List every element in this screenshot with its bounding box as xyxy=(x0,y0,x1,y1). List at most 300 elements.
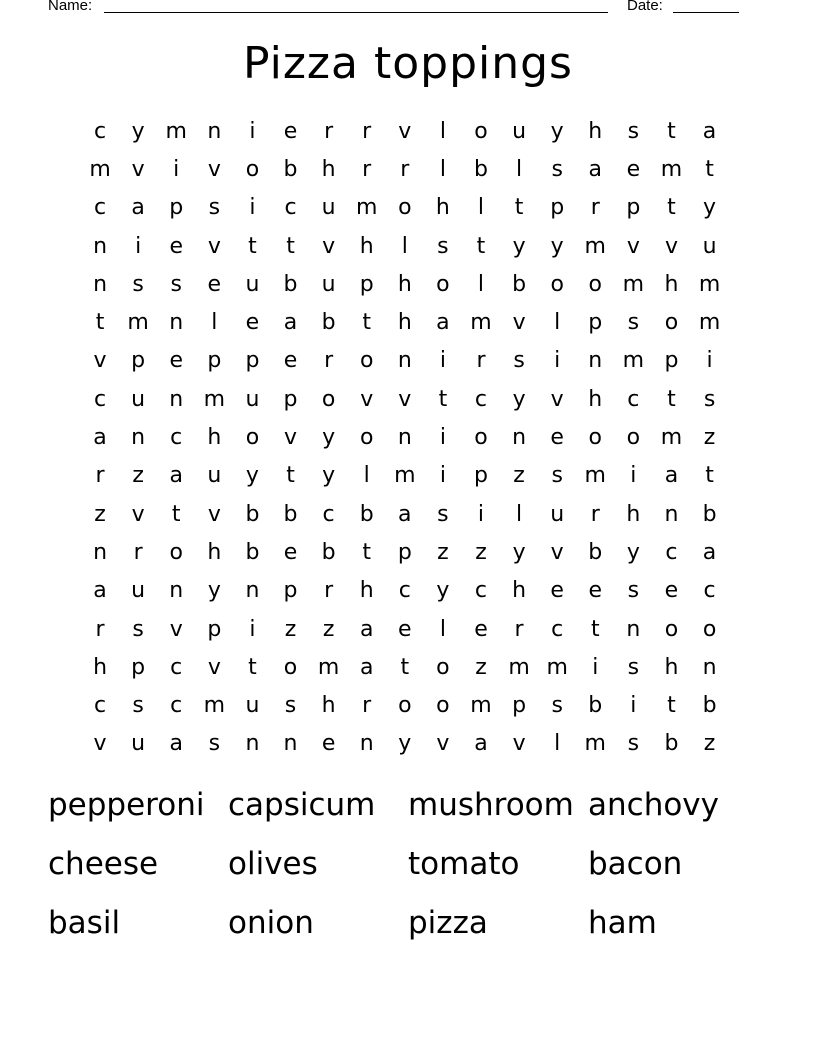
grid-letter: l xyxy=(363,463,370,489)
grid-letter: z xyxy=(703,425,716,451)
grid-letter: z xyxy=(132,463,144,489)
grid-letter: o xyxy=(550,271,564,297)
grid-letter: z xyxy=(284,616,297,642)
grid-letter: m xyxy=(698,310,721,336)
grid-letter: i xyxy=(249,118,256,144)
grid-letter: l xyxy=(439,118,446,144)
grid-letter: h xyxy=(359,233,374,259)
grid-letter: l xyxy=(554,731,561,757)
grid-letter: i xyxy=(630,463,637,489)
grid-letter: i xyxy=(630,693,637,719)
grid-letter: p xyxy=(626,195,641,221)
grid-letter: m xyxy=(355,195,378,221)
grid-letter: b xyxy=(588,693,603,719)
grid-letter: u xyxy=(321,195,336,221)
grid-letter: o xyxy=(245,425,260,451)
grid-letter: b xyxy=(702,693,717,719)
grid-letter: e xyxy=(588,578,603,604)
grid-letter: z xyxy=(322,616,335,642)
grid-letter: m xyxy=(546,654,568,680)
grid-letter: p xyxy=(283,578,298,604)
grid-letter: b xyxy=(321,310,336,336)
grid-letter: m xyxy=(698,271,721,297)
grid-letter: v xyxy=(131,501,145,527)
grid-letter: t xyxy=(705,463,714,489)
grid-letter: e xyxy=(398,616,412,642)
grid-letter: u xyxy=(550,501,565,527)
grid-letter: t xyxy=(667,195,676,221)
grid-letter: l xyxy=(477,271,485,297)
grid-letter: y xyxy=(322,425,336,451)
grid-letter: l xyxy=(439,156,446,182)
grid-letter: a xyxy=(283,310,298,336)
grid-letter: t xyxy=(95,310,105,336)
grid-letter: b xyxy=(664,731,679,757)
grid-letter: a xyxy=(436,310,450,336)
grid-letter: c xyxy=(170,425,183,451)
grid-letter: l xyxy=(554,310,561,336)
grid-letter: v xyxy=(322,233,336,259)
grid-letter: h xyxy=(588,386,603,412)
grid-letter: o xyxy=(436,271,450,297)
grid-letter: v xyxy=(93,348,107,374)
page-title: Pizza toppings xyxy=(243,38,573,89)
grid-letter: m xyxy=(584,463,606,489)
grid-letter: m xyxy=(203,693,226,719)
grid-letter: l xyxy=(439,616,446,642)
grid-letter: a xyxy=(588,156,602,182)
grid-letter: n xyxy=(93,233,108,259)
grid-letter: o xyxy=(626,425,641,451)
grid-letter: m xyxy=(394,463,416,489)
grid-letter: u xyxy=(245,386,260,412)
grid-letter: h xyxy=(664,654,679,680)
grid-letter: s xyxy=(627,578,640,604)
letter-grid xyxy=(81,112,729,763)
grid-letter: r xyxy=(324,118,334,144)
grid-letter: b xyxy=(702,501,717,527)
word-list-item: onion xyxy=(228,904,314,941)
date-blank-line xyxy=(673,12,739,13)
grid-letter: n xyxy=(245,578,260,604)
grid-letter: c xyxy=(474,578,488,604)
word-list xyxy=(48,775,768,952)
date-label: Date: xyxy=(627,0,663,14)
grid-letter: i xyxy=(477,501,485,527)
grid-letter: y xyxy=(207,578,221,604)
grid-letter: v xyxy=(398,118,412,144)
grid-letter: e xyxy=(474,616,488,642)
grid-letter: m xyxy=(127,310,149,336)
grid-letter: r xyxy=(95,463,105,489)
grid-letter: t xyxy=(286,233,295,259)
grid-letter: a xyxy=(474,731,488,757)
grid-letter: e xyxy=(550,425,564,451)
word-list-item: ham xyxy=(588,904,657,941)
header-fields xyxy=(0,0,816,17)
grid-letter: r xyxy=(476,348,486,374)
grid-letter: y xyxy=(245,463,259,489)
grid-letter: p xyxy=(397,539,412,565)
grid-letter: b xyxy=(474,156,488,182)
grid-letter: o xyxy=(588,425,602,451)
grid-letter: v xyxy=(93,731,107,757)
grid-letter: p xyxy=(131,348,146,374)
grid-letter: c xyxy=(284,195,297,221)
grid-letter: p xyxy=(131,654,146,680)
grid-letter: a xyxy=(169,463,183,489)
grid-letter: y xyxy=(398,731,412,757)
grid-letter: v xyxy=(398,386,412,412)
grid-letter: m xyxy=(584,233,606,259)
grid-letter: b xyxy=(283,271,298,297)
grid-letter: n xyxy=(359,731,374,757)
grid-letter: t xyxy=(362,539,372,565)
grid-letter: c xyxy=(398,578,411,604)
grid-letter: y xyxy=(512,539,526,565)
grid-letter: y xyxy=(550,118,564,144)
grid-letter: n xyxy=(131,425,146,451)
grid-letter: e xyxy=(283,348,298,374)
grid-letter: v xyxy=(131,156,145,182)
grid-letter: v xyxy=(207,156,221,182)
grid-letter: i xyxy=(135,233,142,259)
grid-letter: p xyxy=(169,195,184,221)
grid-letter: c xyxy=(627,386,640,412)
grid-letter: o xyxy=(321,386,336,412)
grid-letter: o xyxy=(436,654,450,680)
grid-letter: m xyxy=(622,348,645,374)
word-list-item: olives xyxy=(228,845,318,882)
grid-letter: b xyxy=(245,539,260,565)
grid-letter: h xyxy=(664,271,679,297)
grid-letter: a xyxy=(359,654,374,680)
grid-letter: s xyxy=(208,731,221,757)
grid-letter: t xyxy=(286,463,295,489)
grid-letter: u xyxy=(131,578,146,604)
grid-letter: v xyxy=(436,731,450,757)
grid-letter: e xyxy=(283,118,298,144)
grid-letter: o xyxy=(283,654,298,680)
grid-letter: o xyxy=(398,195,412,221)
word-list-item: bacon xyxy=(588,845,683,882)
grid-letter: n xyxy=(702,654,717,680)
grid-letter: c xyxy=(170,654,183,680)
grid-letter: a xyxy=(131,195,145,221)
grid-letter: o xyxy=(474,425,488,451)
grid-letter: o xyxy=(436,693,450,719)
grid-letter: t xyxy=(705,156,714,182)
grid-letter: y xyxy=(703,195,717,221)
grid-letter: h xyxy=(512,578,527,604)
grid-letter: c xyxy=(551,616,564,642)
grid-letter: b xyxy=(245,501,260,527)
grid-letter: r xyxy=(133,539,143,565)
grid-letter: h xyxy=(397,310,412,336)
word-list-item: mushroom xyxy=(408,786,574,823)
grid-letter: t xyxy=(171,501,181,527)
grid-letter: p xyxy=(207,348,222,374)
grid-letter: r xyxy=(362,118,372,144)
grid-letter: y xyxy=(626,539,640,565)
grid-letter: c xyxy=(703,578,716,604)
grid-letter: s xyxy=(170,271,182,297)
grid-letter: e xyxy=(245,310,260,336)
grid-letter: a xyxy=(93,425,107,451)
grid-letter: s xyxy=(551,693,563,719)
grid-letter: y xyxy=(550,233,564,259)
grid-letter: i xyxy=(439,348,446,374)
word-list-item: capsicum xyxy=(228,786,376,823)
word-list-item: cheese xyxy=(48,845,159,882)
grid-letter: y xyxy=(512,233,526,259)
grid-letter: h xyxy=(435,195,450,221)
grid-letter: h xyxy=(207,539,222,565)
grid-letter: e xyxy=(664,578,679,604)
grid-letter: r xyxy=(514,616,524,642)
grid-letter: m xyxy=(508,654,530,680)
grid-letter: m xyxy=(660,425,683,451)
grid-letter: z xyxy=(703,731,716,757)
grid-letter: o xyxy=(474,118,488,144)
grid-letter: e xyxy=(321,731,336,757)
grid-letter: o xyxy=(398,693,412,719)
grid-letter: m xyxy=(470,310,492,336)
grid-letter: c xyxy=(474,386,488,412)
grid-letter: p xyxy=(474,463,488,489)
grid-letter: s xyxy=(627,118,640,144)
grid-letter: n xyxy=(664,501,679,527)
grid-letter: b xyxy=(359,501,374,527)
grid-letter: h xyxy=(626,501,641,527)
grid-letter: y xyxy=(131,118,145,144)
grid-letter: h xyxy=(207,425,222,451)
word-list-item: pizza xyxy=(408,904,488,941)
grid-letter: h xyxy=(397,271,412,297)
grid-letter: t xyxy=(590,616,600,642)
grid-letter: t xyxy=(248,233,257,259)
grid-letter: r xyxy=(400,156,410,182)
grid-letter: a xyxy=(702,118,717,144)
grid-letter: p xyxy=(207,616,222,642)
grid-letter: n xyxy=(93,271,108,297)
grid-letter: m xyxy=(203,386,226,412)
grid-letter: s xyxy=(284,693,297,719)
grid-letter: v xyxy=(664,233,678,259)
grid-letter: o xyxy=(169,539,183,565)
grid-letter: s xyxy=(551,463,563,489)
grid-letter: t xyxy=(362,310,372,336)
word-list-item: basil xyxy=(48,904,121,941)
grid-letter: a xyxy=(359,616,374,642)
grid-letter: t xyxy=(438,386,448,412)
grid-letter: v xyxy=(626,233,640,259)
grid-letter: v xyxy=(207,501,221,527)
grid-letter: r xyxy=(324,578,334,604)
grid-letter: b xyxy=(283,156,298,182)
grid-letter: s xyxy=(132,616,144,642)
grid-letter: p xyxy=(664,348,679,374)
grid-letter: n xyxy=(245,731,260,757)
grid-letter: s xyxy=(513,348,525,374)
grid-letter: s xyxy=(627,654,640,680)
grid-letter: s xyxy=(437,501,449,527)
grid-letter: n xyxy=(93,539,108,565)
grid-letter: r xyxy=(590,501,600,527)
grid-letter: s xyxy=(627,310,640,336)
word-list-item: anchovy xyxy=(588,786,719,823)
grid-letter: c xyxy=(170,693,183,719)
grid-letter: l xyxy=(211,310,218,336)
grid-letter: v xyxy=(512,310,526,336)
grid-letter: s xyxy=(551,156,563,182)
grid-letter: e xyxy=(169,233,183,259)
grid-letter: n xyxy=(207,118,222,144)
grid-letter: m xyxy=(584,731,606,757)
grid-letter: u xyxy=(321,271,336,297)
grid-letter: n xyxy=(397,425,412,451)
grid-letter: a xyxy=(169,731,183,757)
grid-letter: o xyxy=(359,425,374,451)
grid-letter: c xyxy=(93,118,107,144)
grid-letter: i xyxy=(554,348,561,374)
grid-letter: s xyxy=(132,693,144,719)
grid-letter: n xyxy=(169,310,184,336)
grid-letter: h xyxy=(321,156,336,182)
grid-letter: i xyxy=(249,195,256,221)
grid-letter: l xyxy=(516,156,523,182)
grid-letter: t xyxy=(667,386,676,412)
grid-letter: n xyxy=(169,386,184,412)
grid-letter: c xyxy=(93,386,107,412)
grid-letter: v xyxy=(284,425,298,451)
grid-letter: n xyxy=(169,578,184,604)
grid-letter: u xyxy=(245,271,260,297)
grid-letter: s xyxy=(627,731,640,757)
grid-letter: e xyxy=(283,539,298,565)
grid-letter: o xyxy=(588,271,602,297)
grid-letter: e xyxy=(550,578,564,604)
grid-letter: t xyxy=(667,693,676,719)
name-blank-line xyxy=(104,12,608,13)
grid-letter: u xyxy=(207,463,222,489)
grid-letter: c xyxy=(93,195,107,221)
grid-letter: m xyxy=(89,156,111,182)
grid-letter: c xyxy=(322,501,335,527)
grid-letter: r xyxy=(324,348,334,374)
grid-letter: u xyxy=(131,386,146,412)
grid-letter: s xyxy=(437,233,449,259)
grid-letter: i xyxy=(173,156,180,182)
grid-letter: e xyxy=(626,156,641,182)
grid-letter: m xyxy=(470,693,492,719)
grid-letter: o xyxy=(664,310,679,336)
grid-letter: o xyxy=(245,156,260,182)
grid-letter: o xyxy=(359,348,374,374)
grid-letter: i xyxy=(249,616,256,642)
grid-letter: b xyxy=(588,539,603,565)
grid-letter: t xyxy=(400,654,410,680)
grid-letter: u xyxy=(131,731,146,757)
grid-letter: z xyxy=(437,539,449,565)
grid-letter: v xyxy=(169,616,183,642)
word-list-item: pepperoni xyxy=(48,786,205,823)
grid-letter: z xyxy=(475,539,487,565)
grid-letter: b xyxy=(321,539,336,565)
grid-letter: v xyxy=(360,386,374,412)
grid-letter: z xyxy=(513,463,525,489)
grid-letter: t xyxy=(514,195,524,221)
grid-letter: m xyxy=(317,654,340,680)
grid-letter: n xyxy=(588,348,603,374)
grid-letter: u xyxy=(512,118,527,144)
grid-letter: s xyxy=(132,271,144,297)
grid-letter: h xyxy=(93,654,108,680)
grid-letter: i xyxy=(439,463,446,489)
grid-letter: i xyxy=(439,425,446,451)
grid-letter: t xyxy=(476,233,486,259)
grid-letter: v xyxy=(207,654,221,680)
grid-letter: u xyxy=(702,233,717,259)
grid-letter: e xyxy=(169,348,183,374)
grid-letter: m xyxy=(660,156,683,182)
grid-letter: v xyxy=(550,386,564,412)
grid-letter: r xyxy=(95,616,105,642)
grid-letter: i xyxy=(592,654,599,680)
grid-letter: p xyxy=(550,195,565,221)
grid-letter: t xyxy=(248,654,257,680)
grid-letter: n xyxy=(397,348,412,374)
grid-letter: b xyxy=(283,501,298,527)
grid-letter: i xyxy=(706,348,713,374)
grid-letter: y xyxy=(322,463,336,489)
grid-letter: v xyxy=(550,539,564,565)
word-list-item: tomato xyxy=(408,845,520,882)
grid-letter: l xyxy=(477,195,485,221)
grid-letter: t xyxy=(667,118,676,144)
grid-letter: a xyxy=(93,578,107,604)
grid-letter: l xyxy=(401,233,408,259)
grid-letter: o xyxy=(702,616,717,642)
grid-letter: y xyxy=(512,386,526,412)
grid-letter: n xyxy=(512,425,527,451)
grid-letter: p xyxy=(245,348,260,374)
grid-letter: c xyxy=(93,693,107,719)
grid-letter: o xyxy=(664,616,679,642)
grid-letter: e xyxy=(207,271,222,297)
grid-letter: h xyxy=(359,578,374,604)
grid-letter: a xyxy=(702,539,717,565)
grid-letter: h xyxy=(321,693,336,719)
grid-letter: y xyxy=(436,578,450,604)
grid-letter: r xyxy=(362,693,372,719)
grid-letter: b xyxy=(512,271,527,297)
grid-letter: r xyxy=(590,195,600,221)
grid-letter: a xyxy=(664,463,679,489)
grid-letter: l xyxy=(516,501,523,527)
grid-letter: p xyxy=(283,386,298,412)
grid-letter: m xyxy=(165,118,187,144)
grid-letter: c xyxy=(665,539,678,565)
grid-letter: p xyxy=(359,271,374,297)
grid-letter: z xyxy=(94,501,106,527)
grid-letter: u xyxy=(245,693,260,719)
grid-letter: s xyxy=(703,386,716,412)
grid-letter: v xyxy=(512,731,526,757)
grid-letter: v xyxy=(207,233,221,259)
grid-letter: n xyxy=(283,731,298,757)
grid-letter: r xyxy=(362,156,372,182)
